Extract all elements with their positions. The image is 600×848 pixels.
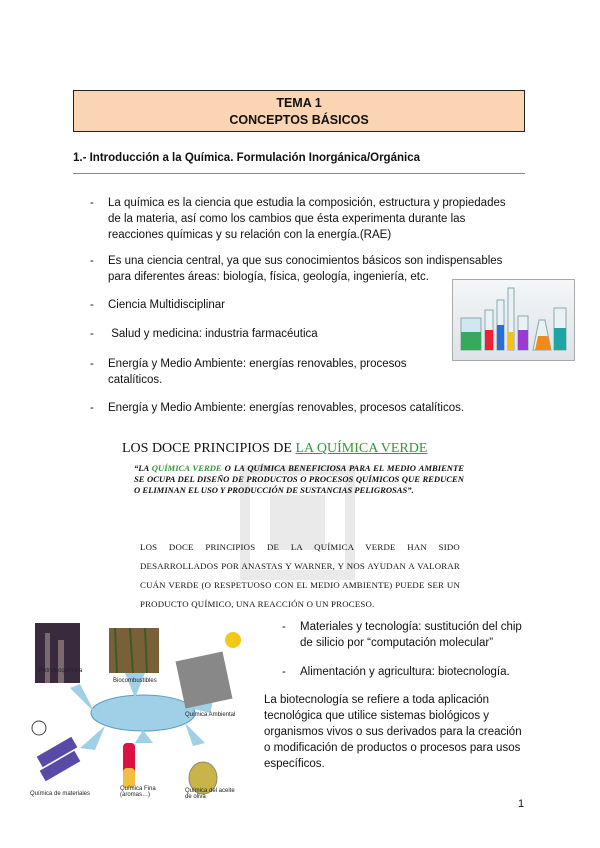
bullet-dash: - [90,197,94,209]
green-title-pre: LOS DOCE PRINCIPIOS DE [122,441,296,456]
title-box [73,90,525,132]
lower-bullet-1: Materiales y tecnología: sustitución del chip de silicio por “computación molecular” [300,621,522,649]
title-line1: TEMA 1 [276,96,322,110]
green-quote [134,463,464,496]
quote-open: “LA [134,463,152,473]
quote-rest: O LA QUÍMICA BENEFICIOSA PARA EL MEDIO AMBIENTE SE OCUPA DEL DISEÑO DE PRODUCTOS O PROCESOS QUÍMICOS QUE REDUCEN O ELIMINAN EL USO Y PRODUCCIÓN DE SUSTANCIAS PELIGROSAS”. [134,463,464,495]
biotech-paragraph: La biotecnología se refiere a toda aplicación tecnológica que utilice sistemas biológicos y organismos vivos o sus derivados para la creación o modificación de productos o procesos para usos específicos. [264,694,522,770]
bullet-4: Salud y medicina: industria farmacéutica [108,328,318,340]
bullet-dash: - [90,328,94,340]
green-title [122,441,427,457]
quote-green-term: QUÍMICA VERDE [151,463,222,473]
label-aceite: Química del aceite de oliva [185,788,235,800]
label-bio: Biocombustibles [113,678,157,684]
page-number: 1 [518,798,525,810]
label-fina: Química Fina (aromas…) [120,786,156,798]
bullet-dash: - [90,358,94,370]
divider [73,173,525,174]
diagram-shapes [25,618,260,803]
bullet-dash: - [90,402,94,414]
bullet-dash: - [90,299,94,311]
chemistry-fields-diagram [25,618,260,803]
label-materiales: Química de materiales [30,791,91,797]
lower-bullet-dash: - [282,621,286,633]
bullet-dash: - [90,255,94,267]
bullet-1: La química es la ciencia que estudia la composición, estructura y propiedades de la materia, así como los cambios que ésta experimenta durante las reacciones químicas y su relación con la energía.(RAE) [108,197,506,241]
section-title: 1.- Introducción a la Química. Formulación Inorgánica/Orgánica [73,152,420,164]
bullet-3: Ciencia Multidisciplinar [108,299,225,311]
bullet-6: Energía y Medio Ambiente: energías renovables, procesos catalíticos. [108,402,465,414]
lower-bullet-dash: - [282,666,286,678]
label-solar: Química Ambiental [185,712,236,718]
green-body: LOS DOCE PRINCIPIOS DE LA QUÍMICA VERDE HAN SIDO DESARROLLADOS POR ANASTAS Y WARNER, Y NOS AYUDAN A VALORAR CUÁN VERDE (O RESPETUOSO CON EL MEDIO AMBIENTE) PUEDE SER UN PRODUCTO QUÍMICO, UNA REACCIÓN O UN PROCESO. [140,542,460,609]
lab-glassware-image [452,279,575,361]
bullet-2: Es una ciencia central, ya que sus conocimientos básicos son indispensables para diferentes áreas: biología, física, geología, ingeniería, etc. [108,255,503,283]
label-petro: Petroleoquímica [39,668,83,674]
title-line2: CONCEPTOS BÁSICOS [229,113,369,127]
green-title-link: LA QUÍMICA VERDE [295,441,428,456]
bullet-5: Energía y Medio Ambiente: energías renovables, procesos catalíticos. [108,358,407,386]
lower-bullet-2: Alimentación y agricultura: biotecnología. [300,666,510,678]
glassware-drawing [453,280,574,360]
